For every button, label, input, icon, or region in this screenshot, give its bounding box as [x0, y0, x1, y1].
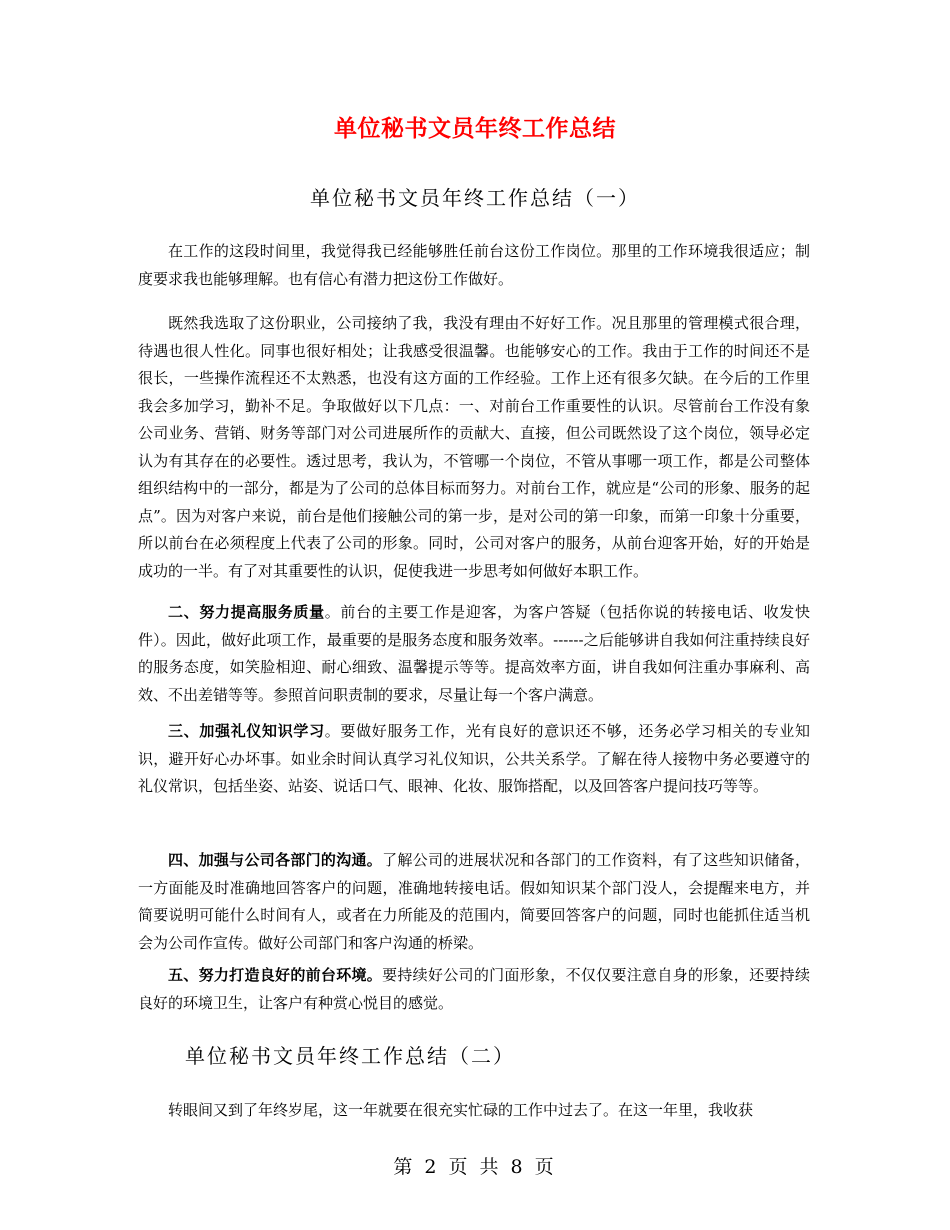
paragraph-7: 转眼间又到了年终岁尾，这一年就要在很充实忙碌的工作中过去了。在这一年里，我收获 — [168, 1101, 754, 1119]
paragraph-3-heading: 二、努力提高服务质量 — [168, 603, 325, 621]
paragraph-4-heading: 三、加强礼仪知识学习 — [168, 722, 325, 740]
paragraph-5-heading: 四、加强与公司各部门的沟通。 — [168, 851, 383, 869]
paragraph-6 — [138, 962, 810, 1017]
paragraph-3-body: 。前台的主要工作是迎客，为客户答疑（包括你说的转接电话、收发快件）。因此，做好此项工作，最重要的是服务态度和服务效率。------之后能够讲自我如何注重持续良好的服务态度，如笑脸相迎、耐心细致、温馨提示等等。提高效率方面，讲自我如何注重办事麻利、高效、不出差错等等。参照首问职责制的要求，尽量让每一个客户满意。 — [138, 603, 810, 704]
paragraph-4-body: 。要做好服务工作，光有良好的意识还不够，还务必学习相关的专业知识，避开好心办坏事。如业余时间认真学习礼仪知识，公共关系学。了解在待人接物中务必要遵守的礼仪常识，包括坐姿、站姿、说话口气、眼神、化妆、服饰搭配，以及回答客户提问技巧等等。 — [138, 722, 810, 795]
paragraph-1: 在工作的这段时间里，我觉得我已经能够胜任前台这份工作岗位。那里的工作环境我很适应；制度要求我也能够理解。也有信心有潜力把这份工作做好。 — [138, 242, 810, 288]
page-footer: 第 2 页 共 8 页 — [393, 1156, 557, 1178]
paragraph-6-heading: 五、努力打造良好的前台环境。 — [168, 966, 383, 984]
section-title-2: 单位秘书文员年终工作总结（二） — [185, 1044, 515, 1068]
paragraph-4 — [138, 718, 810, 801]
paragraph-5-body: 了解公司的进展状况和各部门的工作资料，有了这些知识储备，一方面能及时准确地回答客户的问题，准确地转接电话。假如知识某个部门没人，会提醒来电方，并简要说明可能什么时间有人，或者在力所能及的范围内，简要回答客户的问题，同时也能抓住适当机会为公司作宣传。做好公司部门和客户沟通的桥梁。 — [138, 851, 810, 952]
section-title-1: 单位秘书文员年终工作总结（一） — [310, 186, 640, 210]
paragraph-5 — [138, 847, 810, 957]
paragraph-2: 既然我选取了这份职业，公司接纳了我，我没有理由不好好工作。况且那里的管理模式很合理，待遇也很人性化。同事也很好相处；让我感受很温馨。也能够安心的工作。我由于工作的时间还不是很长，一些操作流程还不太熟悉，也没有这方面的工作经验。工作上还有很多欠缺。在今后的工作里我会多加学习，勤补不足。争取做好以下几点：一、对前台工作重要性的认识。尽管前台工作没有象公司业务、营销、财务等部门对公司进展所作的贡献大、直接，但公司既然设了这个岗位，领导必定认为有其存在的必要性。透过思考，我认为，不管哪一个岗位，不管从事哪一项工作，都是公司整体组织结构中的一部分，都是为了公司的总体目标而努力。对前台工作，就应是“公司的形象、服务的起点”。因为对客户来说，前台是他们接触公司的第一步，是对公司的第一印象，而第一印象十分重要，所以前台在必须程度上代表了公司的形象。同时，公司对客户的服务，从前台迎客开始，好的开始是成功的一半。有了对其重要性的认识，促使我进一步思考如何做好本职工作。 — [138, 314, 810, 580]
paragraph-6-body: 要持续好公司的门面形象，不仅仅要注意自身的形象，还要持续良好的环境卫生，让客户有种赏心悦目的感觉。 — [138, 966, 810, 1012]
document-title: 单位秘书文员年终工作总结 — [334, 116, 616, 142]
paragraph-3 — [138, 599, 810, 709]
